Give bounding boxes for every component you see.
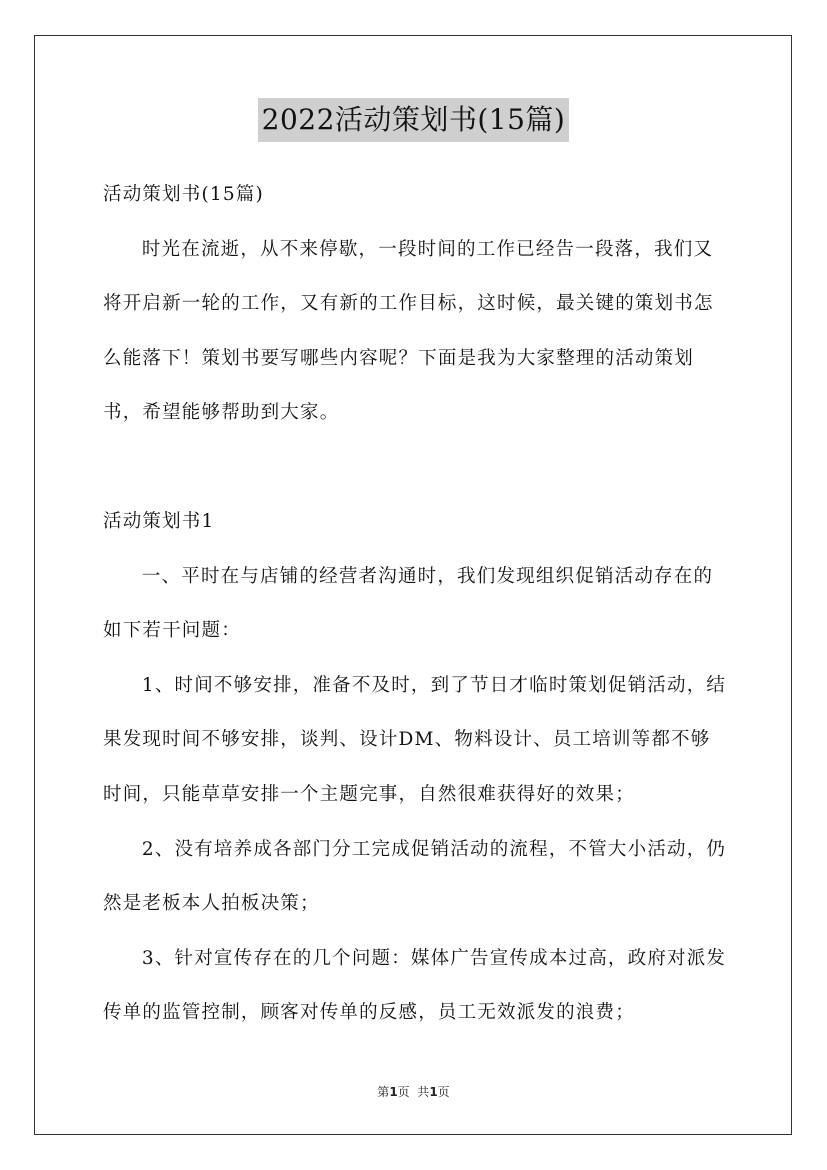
footer-page-suffix: 页 共	[397, 1085, 430, 1099]
section-title: 活动策划书1	[103, 510, 215, 532]
spacer	[103, 441, 729, 495]
page-footer	[0, 1083, 827, 1100]
footer-page-number: 1	[389, 1085, 398, 1099]
body-paragraph: 一、平时在与店铺的经营者沟通时，我们发现组织促销活动存在的如下若干问题：	[103, 565, 714, 642]
footer-page-prefix: 第	[377, 1085, 390, 1099]
footer-total-pages: 1	[429, 1085, 438, 1099]
footer-total-suffix: 页	[437, 1085, 450, 1099]
body-paragraph: 2、没有培养成各部门分工完成促销活动的流程，不管大小活动，仍然是老板本人拍板决策；	[103, 838, 727, 915]
title-container	[0, 98, 827, 142]
intro-paragraph: 时光在流逝，从不来停歇，一段时间的工作已经告一段落，我们又将开启新一轮的工作，又有新的工作目标，这时候，最关键的策划书怎么能落下！策划书要写哪些内容呢？下面是我为大家整理的活动策划书，希望能够帮助到大家。	[103, 238, 714, 424]
document-subtitle: 活动策划书(15篇)	[103, 184, 264, 205]
body-paragraph: 1、时间不够安排，准备不及时，到了节日才临时策划促销活动，结果发现时间不够安排，谈判、设计DM、物料设计、员工培训等都不够时间，只能草草安排一个主题完事，自然很难获得好的效果；	[103, 674, 727, 805]
document-body	[103, 168, 729, 1041]
document-title: 2022活动策划书(15篇)	[258, 98, 570, 142]
body-paragraph: 3、针对宣传存在的几个问题：媒体广告宣传成本过高，政府对派发传单的监管控制，顾客对传单的反感，员工无效派发的浪费；	[103, 947, 727, 1024]
